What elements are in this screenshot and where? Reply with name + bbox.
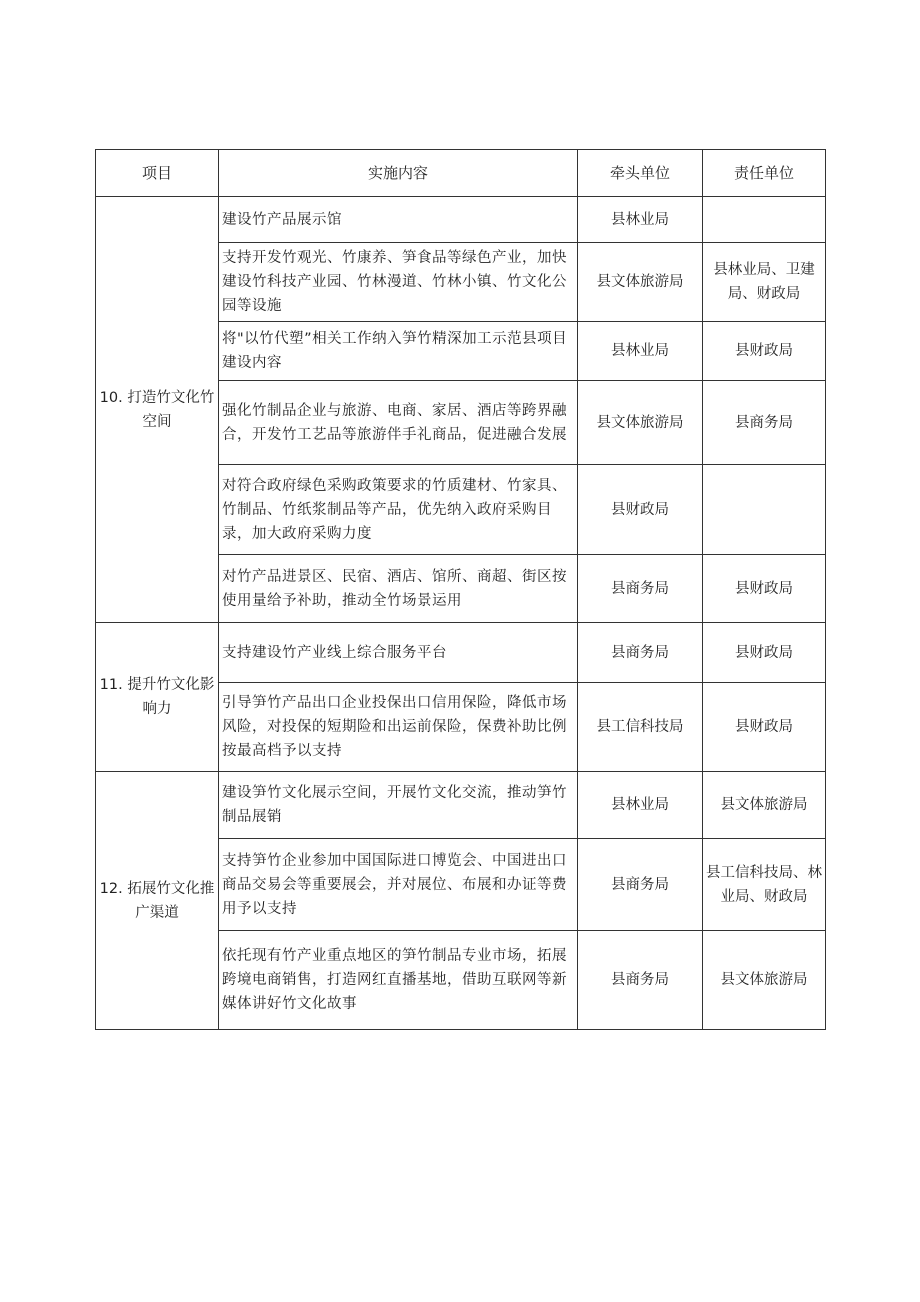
content-cell: 将"以竹代塑”相关工作纳入笋竹精深加工示范县项目建设内容 [219,322,578,381]
project-cell: 10. 打造竹文化竹空间 [96,197,219,623]
responsible-unit-cell: 县财政局 [703,683,826,772]
lead-unit-cell: 县工信科技局 [578,683,703,772]
content-cell: 对符合政府绿色采购政策要求的竹质建材、竹家具、竹制品、竹纸浆制品等产品，优先纳入政府采购目录，加大政府采购力度 [219,465,578,555]
responsible-unit-cell: 县商务局 [703,381,826,465]
content-cell: 引导笋竹产品出口企业投保出口信用保险，降低市场风险，对投保的短期险和出运前保险，保费补助比例按最高档予以支持 [219,683,578,772]
lead-unit-cell: 县林业局 [578,197,703,243]
responsible-unit-cell: 县财政局 [703,623,826,683]
content-cell: 支持开发竹观光、竹康养、笋食品等绿色产业，加快建设竹科技产业园、竹林漫道、竹林小镇、竹文化公园等设施 [219,243,578,322]
content-cell: 依托现有竹产业重点地区的笋竹制品专业市场，拓展跨境电商销售，打造网红直播基地，借助互联网等新媒体讲好竹文化故事 [219,931,578,1030]
header-project: 项目 [96,150,219,197]
header-lead-unit: 牵头单位 [578,150,703,197]
responsible-unit-cell [703,465,826,555]
lead-unit-cell: 县商务局 [578,931,703,1030]
lead-unit-cell: 县商务局 [578,555,703,623]
responsible-unit-cell: 县文体旅游局 [703,931,826,1030]
responsible-unit-cell: 县林业局、卫建局、财政局 [703,243,826,322]
table-header-row [96,150,826,197]
header-responsible-unit: 责任单位 [703,150,826,197]
lead-unit-cell: 县林业局 [578,322,703,381]
lead-unit-cell: 县商务局 [578,839,703,931]
responsible-unit-cell: 县财政局 [703,322,826,381]
table-row [96,197,826,243]
responsible-unit-cell: 县文体旅游局 [703,772,826,839]
table-row [96,772,826,839]
lead-unit-cell: 县文体旅游局 [578,243,703,322]
header-content: 实施内容 [219,150,578,197]
lead-unit-cell: 县林业局 [578,772,703,839]
content-cell: 对竹产品进景区、民宿、酒店、馆所、商超、街区按使用量给予补助，推动全竹场景运用 [219,555,578,623]
content-cell: 建设笋竹文化展示空间，开展竹文化交流，推动笋竹制品展销 [219,772,578,839]
implementation-table [95,149,826,1030]
responsible-unit-cell: 县财政局 [703,555,826,623]
responsible-unit-cell [703,197,826,243]
project-cell: 12. 拓展竹文化推广渠道 [96,772,219,1030]
responsible-unit-cell: 县工信科技局、林业局、财政局 [703,839,826,931]
table-row [96,623,826,683]
content-cell: 支持笋竹企业参加中国国际进口博览会、中国进出口商品交易会等重要展会，并对展位、布展和办证等费用予以支持 [219,839,578,931]
content-cell: 建设竹产品展示馆 [219,197,578,243]
lead-unit-cell: 县商务局 [578,623,703,683]
content-cell: 支持建设竹产业线上综合服务平台 [219,623,578,683]
project-cell: 11. 提升竹文化影响力 [96,623,219,772]
lead-unit-cell: 县文体旅游局 [578,381,703,465]
content-cell: 强化竹制品企业与旅游、电商、家居、酒店等跨界融合，开发竹工艺品等旅游伴手礼商品，促进融合发展 [219,381,578,465]
lead-unit-cell: 县财政局 [578,465,703,555]
